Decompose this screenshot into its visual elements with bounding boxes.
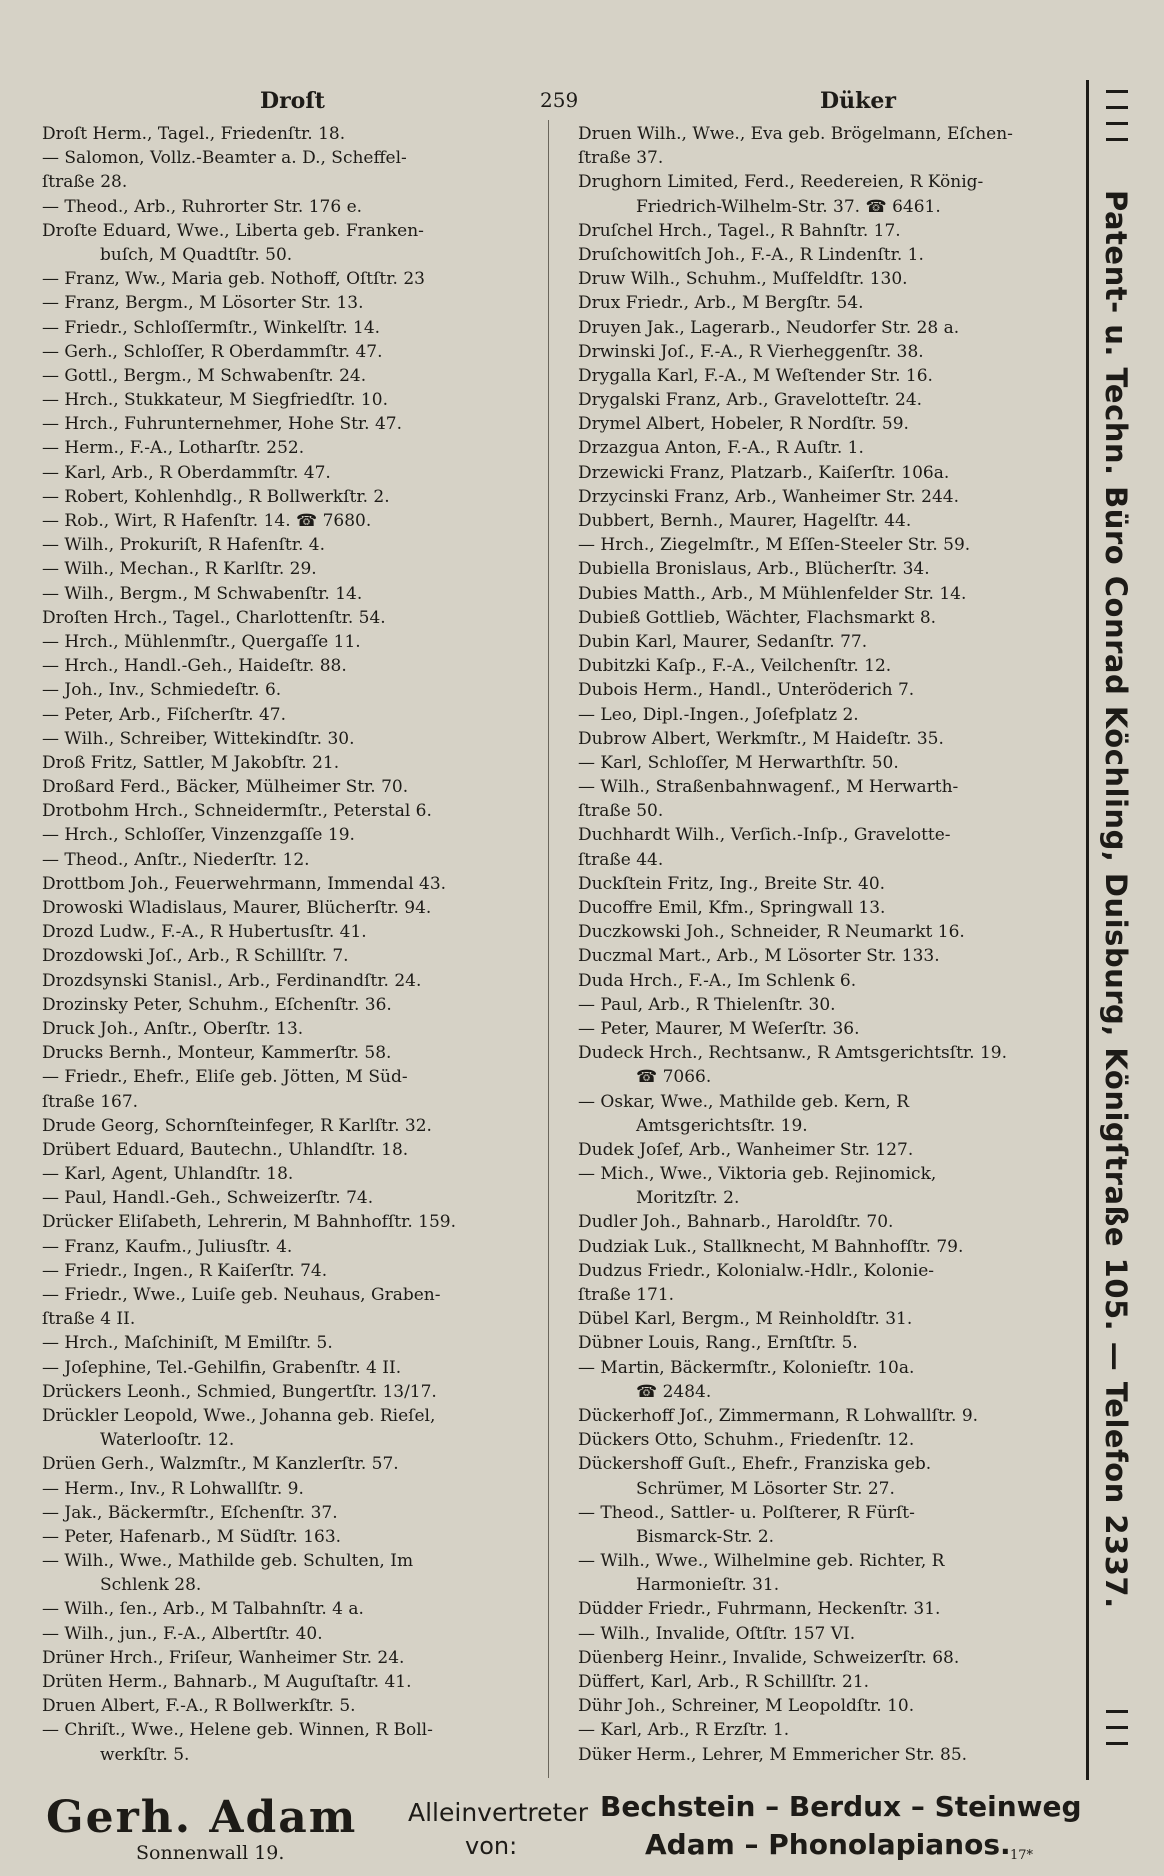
ad-address: Sonnenwall 19. (136, 1842, 285, 1864)
directory-line: Drückler Leopold, Wwe., Johanna geb. Rieſel, (42, 1405, 436, 1426)
ad-brands-line: Bechstein – Berdux – Steinweg (600, 1790, 1082, 1823)
directory-line: ſtraße 37. (578, 148, 664, 169)
ad-role: Alleinvertreter (408, 1798, 588, 1827)
directory-line: Dudek Joſef, Arb., Wanheimer Str. 127. (578, 1139, 914, 1160)
directory-line: — Karl, Schloſſer, M Herwarthſtr. 50. (578, 752, 899, 773)
directory-line: — Jak., Bäckermſtr., Eſchenſtr. 37. (42, 1502, 338, 1523)
directory-line: Drude Georg, Schornſteinfeger, R Karlſtr. 32. (42, 1115, 432, 1136)
signature-mark: 17* (1010, 1848, 1034, 1863)
directory-line: Druw Wilh., Schuhm., Muſfeldſtr. 130. (578, 269, 908, 290)
directory-line: Drymel Albert, Hobeler, R Nordſtr. 59. (578, 414, 909, 435)
directory-line: — Hrch., Fuhrunternehmer, Hohe Str. 47. (42, 414, 403, 435)
directory-line: Druck Joh., Anſtr., Oberſtr. 13. (42, 1018, 304, 1039)
directory-line: Schlenk 28. (100, 1575, 202, 1596)
column-divider (548, 120, 549, 1778)
directory-line: Drozdsynski Stanisl., Arb., Ferdinandſtr. 24. (42, 970, 422, 991)
directory-line: Drübert Eduard, Bautechn., Uhlandſtr. 18. (42, 1139, 409, 1160)
directory-line: Dühr Joh., Schreiner, M Leopoldſtr. 10. (578, 1696, 915, 1717)
directory-line: Drygalla Karl, F.-A., M Weſtender Str. 16. (578, 365, 933, 386)
directory-line: Ducoffre Emil, Kfm., Springwall 13. (578, 898, 886, 918)
directory-line: Dubitzki Kaſp., F.-A., Veilchenſtr. 12. (578, 656, 892, 677)
directory-line: — Friedr., Schloſſermſtr., Winkelſtr. 14. (42, 317, 381, 338)
ad-products-line: Adam – Phonolapianos. (645, 1828, 1011, 1861)
side-ad-top-bars (1086, 80, 1144, 170)
directory-line: Düenberg Heinr., Invalide, Schweizerſtr. 68. (578, 1647, 960, 1668)
directory-line: Druſchel Hrch., Tagel., R Bahnſtr. 17. (578, 220, 901, 241)
directory-line: werkſtr. 5. (100, 1744, 190, 1765)
directory-line: Drughorn Limited, Ferd., Reedereien, R König- (578, 172, 984, 193)
directory-line: Drücker Eliſabeth, Lehrerin, M Bahnhofſtr. 159. (42, 1212, 457, 1233)
directory-line: — Leo, Dipl.-Ingen., Joſefplatz 2. (578, 704, 859, 725)
directory-line: Drozinsky Peter, Schuhm., Eſchenſtr. 36. (42, 994, 392, 1015)
directory-line: — Karl, Arb., R Erzſtr. 1. (578, 1720, 790, 1741)
directory-line: ſtraße 28. (42, 172, 128, 193)
directory-line: Moritzſtr. 2. (636, 1188, 740, 1209)
ad-brand-name: Gerh. Adam (46, 1792, 358, 1843)
directory-line: Dückers Otto, Schuhm., Friedenſtr. 12. (578, 1430, 915, 1451)
directory-line: Drygalski Franz, Arb., Gravelotteſtr. 24. (578, 390, 923, 411)
directory-line: ſtraße 4 II. (42, 1309, 136, 1330)
directory-line: Drowoski Wladislaus, Maurer, Blücherſtr. 94. (42, 898, 432, 918)
directory-line: Dubieß Gottlieb, Wächter, Flachsmarkt 8. (578, 607, 937, 628)
directory-line: ſtraße 44. (578, 849, 664, 870)
directory-line: Düffert, Karl, Arb., R Schillſtr. 21. (578, 1672, 870, 1692)
directory-line: Düker Herm., Lehrer, M Emmericher Str. 85. (578, 1744, 968, 1765)
directory-line: Drüen Gerh., Walzmſtr., M Kanzlerſtr. 57. (42, 1454, 399, 1475)
directory-line: Friedrich-Wilhelm-Str. 37. ☎ 6461. (636, 196, 941, 217)
directory-line: — Wilh., Wwe., Mathilde geb. Schulten, Im (42, 1551, 414, 1572)
directory-line: Schrümer, M Lösorter Str. 27. (636, 1478, 895, 1499)
right-column (578, 122, 1080, 1767)
ad-von: von: (465, 1832, 518, 1860)
directory-line: Druen Albert, F.-A., R Bollwerkſtr. 5. (42, 1696, 356, 1717)
directory-line: — Oskar, Wwe., Mathilde geb. Kern, R (578, 1091, 910, 1112)
directory-line: — Hrch., Mühlenmſtr., Quergaſſe 11. (42, 631, 361, 652)
directory-line: — Friedr., Ingen., R Kaiſerſtr. 74. (42, 1260, 328, 1281)
directory-line: — Wilh., jun., F.-A., Albertſtr. 40. (42, 1623, 323, 1644)
directory-line: Duchhardt Wilh., Verſich.-Inſp., Gravelotte- (578, 825, 951, 846)
directory-line: — Karl, Agent, Uhlandſtr. 18. (42, 1164, 294, 1185)
directory-line: Druen Wilh., Wwe., Eva geb. Brögelmann, Eſchen- (578, 124, 1013, 144)
directory-line: — Peter, Maurer, M Weſerſtr. 36. (578, 1018, 860, 1039)
directory-line: Drotbohm Hrch., Schneidermſtr., Peterstal 6. (42, 801, 432, 822)
directory-line: Drüten Herm., Bahnarb., M Auguſtaſtr. 41. (42, 1672, 412, 1692)
directory-line: — Friedr., Wwe., Luiſe geb. Neuhaus, Graben- (42, 1285, 441, 1305)
directory-line: — Hrch., Schloſſer, Vinzenzgaſſe 19. (42, 825, 355, 846)
directory-line: Drüner Hrch., Friſeur, Wanheimer Str. 24. (42, 1647, 405, 1668)
directory-line: — Chriſt., Wwe., Helene geb. Winnen, R Boll- (42, 1720, 433, 1741)
directory-line: Harmonieſtr. 31. (636, 1575, 780, 1596)
directory-line: Drozd Ludw., F.-A., R Hubertusſtr. 41. (42, 922, 367, 943)
left-column (42, 122, 542, 1767)
page-number: 259 (540, 88, 579, 112)
directory-line: Drucks Bernh., Monteur, Kammerſtr. 58. (42, 1043, 392, 1064)
directory-line: Dückershoff Guſt., Ehefr., Franziska geb. (578, 1454, 932, 1475)
directory-line: Dübel Karl, Bergm., M Reinholdſtr. 31. (578, 1309, 913, 1330)
directory-line: — Paul, Handl.-Geh., Schweizerſtr. 74. (42, 1188, 374, 1209)
running-header (40, 88, 1080, 118)
directory-line: Dubbert, Bernh., Maurer, Hagelſtr. 44. (578, 511, 912, 531)
directory-line: Dübner Louis, Rang., Ernſtſtr. 5. (578, 1333, 858, 1354)
directory-line: — Wilh., Straßenbahnwagenf., M Herwarth- (578, 777, 959, 798)
directory-line: Amtsgerichtsſtr. 19. (636, 1115, 808, 1136)
directory-line: Drottbom Joh., Feuerwehrmann, Immendal 43. (42, 873, 447, 894)
directory-line: ſtraße 171. (578, 1285, 675, 1305)
directory-line: — Hrch., Handl.-Geh., Haideſtr. 88. (42, 656, 347, 677)
directory-line: — Hrch., Stukkateur, M Siegfriedſtr. 10. (42, 390, 388, 411)
directory-line: — Franz, Kaufm., Juliusſtr. 4. (42, 1236, 293, 1257)
directory-line: Drwinski Joſ., F.-A., R Vierheggenſtr. 38. (578, 341, 924, 362)
directory-line: Bismarck-Str. 2. (636, 1526, 775, 1547)
header-right-keyword: Düker (820, 88, 896, 114)
directory-line: — Rob., Wirt, R Hafenſtr. 14. ☎ 7680. (42, 511, 372, 531)
directory-line: — Martin, Bäckermſtr., Kolonieſtr. 10a. (578, 1357, 915, 1378)
directory-line: — Franz, Ww., Maria geb. Nothoff, Oſtſtr. 23 (42, 269, 425, 290)
directory-line: Dubois Herm., Handl., Unteröderich 7. (578, 680, 915, 701)
directory-line: — Wilh., Mechan., R Karlſtr. 29. (42, 559, 317, 580)
directory-line: Dubies Matth., Arb., M Mühlenfelder Str. 14. (578, 583, 967, 604)
directory-line: Düdder Friedr., Fuhrmann, Heckenſtr. 31. (578, 1599, 941, 1620)
footer-advertisement (40, 1788, 1080, 1868)
directory-line: Drux Friedr., Arb., M Bergſtr. 54. (578, 293, 864, 314)
directory-line: ſtraße 167. (42, 1091, 139, 1112)
directory-line: — Mich., Wwe., Viktoria geb. Rejinomick, (578, 1164, 937, 1185)
directory-line: — Herm., Inv., R Lohwallſtr. 9. (42, 1478, 304, 1499)
directory-line: Drozdowski Joſ., Arb., R Schillſtr. 7. (42, 946, 349, 967)
directory-line: — Theod., Sattler- u. Polſterer, R Fürſt- (578, 1502, 915, 1523)
directory-line: Waterlooſtr. 12. (100, 1430, 235, 1451)
directory-line: — Robert, Kohlenhdlg., R Bollwerkſtr. 2. (42, 486, 390, 507)
directory-line: Dubin Karl, Maurer, Sedanſtr. 77. (578, 631, 868, 652)
directory-line: Drzewicki Franz, Platzarb., Kaiſerſtr. 106a. (578, 462, 950, 483)
directory-line: — Wilh., Bergm., M Schwabenſtr. 14. (42, 583, 363, 604)
directory-line: Dubiella Bronislaus, Arb., Blücherſtr. 34. (578, 559, 930, 580)
directory-line: — Hrch., Ziegelmſtr., M Eſſen-Steeler Str. 59. (578, 535, 971, 556)
directory-line: Droſten Hrch., Tagel., Charlottenſtr. 54. (42, 607, 386, 628)
directory-line: — Friedr., Ehefr., Eliſe geb. Jötten, M Süd- (42, 1067, 408, 1088)
directory-line: Druſchowitſch Joh., F.-A., R Lindenſtr. 1. (578, 244, 924, 265)
directory-line: Duda Hrch., F.-A., Im Schlenk 6. (578, 970, 857, 991)
directory-line: ſtraße 50. (578, 801, 664, 822)
directory-line: Drückers Leonh., Schmied, Bungertſtr. 13/17. (42, 1381, 437, 1402)
directory-line: — Wilh., Invalide, Oſtſtr. 157 VI. (578, 1623, 856, 1644)
directory-line: — Gerh., Schloſſer, R Oberdammſtr. 47. (42, 341, 383, 362)
directory-line: — Peter, Arb., Fiſcherſtr. 47. (42, 704, 287, 725)
directory-line: Dudler Joh., Bahnarb., Haroldſtr. 70. (578, 1212, 894, 1233)
directory-line: — Gottl., Bergm., M Schwabenſtr. 24. (42, 365, 367, 386)
directory-line: Dubrow Albert, Werkmſtr., M Haideſtr. 35. (578, 728, 944, 749)
directory-line: buſch, M Quadtſtr. 50. (100, 244, 293, 265)
side-ad-bottom-bars (1086, 1700, 1144, 1780)
directory-line: — Joſephine, Tel.-Gehilfin, Grabenſtr. 4 II. (42, 1357, 402, 1378)
directory-line: — Franz, Bergm., M Lösorter Str. 13. (42, 293, 364, 314)
directory-line: Duczmal Mart., Arb., M Lösorter Str. 133. (578, 946, 940, 967)
directory-line: ☎ 7066. (636, 1067, 712, 1088)
side-advertisement (1086, 80, 1144, 1780)
directory-line: Drzazgua Anton, F.-A., R Auſtr. 1. (578, 438, 864, 459)
directory-line: Droß Fritz, Sattler, M Jakobſtr. 21. (42, 752, 340, 773)
directory-line: — Herm., F.-A., Lotharſtr. 252. (42, 438, 305, 459)
directory-line: — Salomon, Vollz.-Beamter a. D., Scheffel- (42, 148, 407, 169)
directory-line: Drzycinski Franz, Arb., Wanheimer Str. 244. (578, 486, 959, 507)
directory-line: — Wilh., ſen., Arb., M Talbahnſtr. 4 a. (42, 1599, 364, 1620)
directory-line: — Wilh., Prokuriſt, R Hafenſtr. 4. (42, 535, 326, 556)
directory-line: Duczkowski Joh., Schneider, R Neumarkt 16. (578, 922, 965, 943)
directory-line: — Wilh., Wwe., Wilhelmine geb. Richter, R (578, 1551, 945, 1572)
directory-line: — Theod., Arb., Ruhrorter Str. 176 e. (42, 196, 363, 217)
directory-line: — Hrch., Maſchiniſt, M Emilſtr. 5. (42, 1333, 333, 1354)
directory-line: — Paul, Arb., R Thielenſtr. 30. (578, 994, 836, 1015)
directory-line: Dudziak Luk., Stallknecht, M Bahnhofſtr. 79. (578, 1236, 964, 1257)
directory-line: Dudzus Friedr., Kolonialw.-Hdlr., Kolonie- (578, 1260, 935, 1281)
directory-line: — Peter, Hafenarb., M Südſtr. 163. (42, 1526, 342, 1547)
directory-line: — Wilh., Schreiber, Wittekindſtr. 30. (42, 728, 355, 749)
header-left-keyword: Droſt (260, 88, 325, 114)
directory-line: Dückerhoff Joſ., Zimmermann, R Lohwallſtr. 9. (578, 1405, 979, 1426)
directory-line: Dudeck Hrch., Rechtsanw., R Amtsgerichtsſtr. 19. (578, 1043, 1008, 1064)
directory-line: — Karl, Arb., R Oberdammſtr. 47. (42, 462, 331, 483)
side-ad-text: Patent- u. Techn. Büro Conrad Köchling, Duisburg, Königſtraße 105. — Telefon 2337. (1099, 190, 1133, 1609)
directory-line: Droſt Herm., Tagel., Friedenſtr. 18. (42, 124, 346, 144)
directory-line: — Theod., Anſtr., Niederſtr. 12. (42, 849, 310, 870)
directory-line: ☎ 2484. (636, 1381, 712, 1402)
directory-line: — Joh., Inv., Schmiedeſtr. 6. (42, 680, 282, 701)
directory-line: Droſte Eduard, Wwe., Liberta geb. Franken- (42, 220, 424, 241)
directory-line: Duckſtein Fritz, Ing., Breite Str. 40. (578, 873, 886, 894)
side-ad-rule (1086, 80, 1089, 1780)
directory-line: Druyen Jak., Lagerarb., Neudorfer Str. 28 a. (578, 317, 960, 338)
directory-line: Droßard Ferd., Bäcker, Mülheimer Str. 70. (42, 777, 409, 798)
